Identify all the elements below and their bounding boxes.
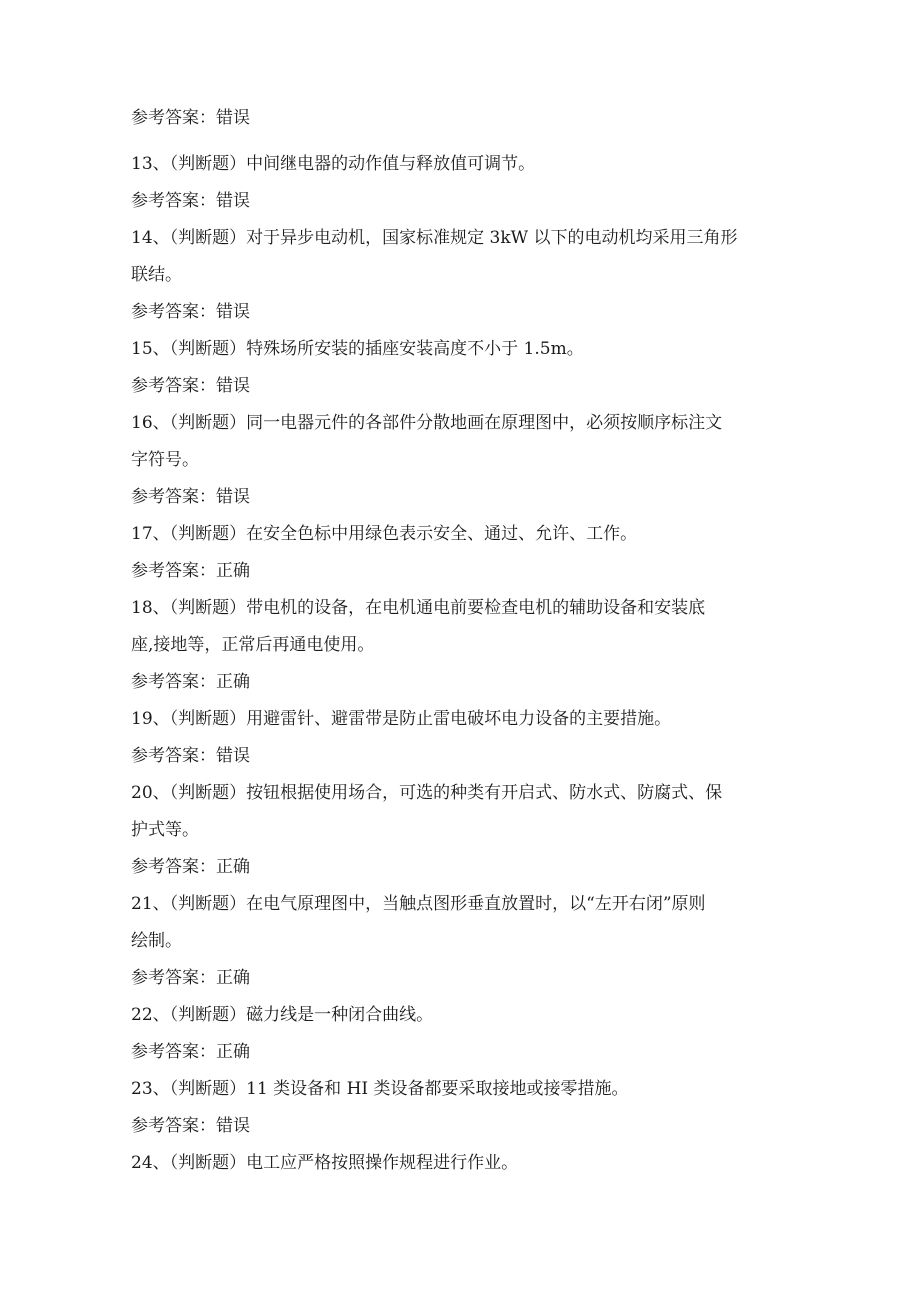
question-text: 绘制。 [131, 931, 182, 951]
answer-value: 错误 [216, 191, 250, 211]
question-number: 13、 [131, 154, 170, 174]
question-text: 磁力线是一种闭合曲线。 [246, 1005, 434, 1025]
question-line [131, 339, 791, 359]
question-text: 按钮根据使用场合，可选的种类有开启式、防水式、防腐式、保 [246, 783, 723, 803]
question-line [131, 1153, 791, 1173]
question-number: 18、 [131, 598, 170, 618]
question-type: （判断题） [169, 413, 247, 433]
answer-value: 错误 [216, 302, 250, 322]
question-text: 在安全色标中用绿色表示安全、通过、允许、工作。 [246, 524, 638, 544]
question-text: 用避雷针、避雷带是防止雷电破坏电力设备的主要措施。 [246, 709, 672, 729]
answer-line [131, 1116, 791, 1136]
answer-line [131, 191, 791, 211]
question-text: 电工应严格按照操作规程进行作业。 [246, 1153, 519, 1173]
answer-line [131, 487, 791, 507]
question-line [131, 154, 791, 174]
answer-value: 正确 [216, 672, 250, 692]
question-type: （判断题） [169, 1079, 247, 1099]
question-type: （判断题） [169, 598, 247, 618]
answer-line [131, 857, 791, 877]
question-line [131, 598, 791, 618]
question-text: 在电气原理图中，当触点图形垂直放置时，以“左开右闭”原则 [246, 894, 706, 914]
question-number: 22、 [131, 1005, 170, 1025]
question-number: 21、 [131, 894, 170, 914]
question-type: （判断题） [169, 1153, 247, 1173]
question-line [131, 228, 791, 248]
answer-line [131, 672, 791, 692]
question-line [131, 413, 791, 433]
question-text: 字符号。 [131, 450, 199, 470]
question-number: 16、 [131, 413, 170, 433]
answer-value: 正确 [216, 1042, 250, 1062]
question-continuation-line [131, 820, 791, 840]
answer-label: 参考答案： [131, 108, 216, 128]
answer-label: 参考答案： [131, 968, 216, 988]
question-type: （判断题） [169, 894, 247, 914]
question-continuation-line [131, 635, 791, 655]
answer-value: 错误 [216, 746, 250, 766]
question-text: 同一电器元件的各部件分散地画在原理图中，必须按顺序标注文 [246, 413, 723, 433]
question-text: 护式等。 [131, 820, 199, 840]
question-type: （判断题） [169, 783, 247, 803]
answer-line [131, 376, 791, 396]
question-line [131, 1005, 791, 1025]
answer-value: 正确 [216, 561, 250, 581]
question-line [131, 1079, 791, 1099]
answer-value: 错误 [216, 108, 250, 128]
question-number: 19、 [131, 709, 170, 729]
question-continuation-line [131, 931, 791, 951]
answer-line [131, 968, 791, 988]
question-type: （判断题） [169, 154, 247, 174]
question-number: 23、 [131, 1079, 170, 1099]
answer-value: 错误 [216, 1116, 250, 1136]
answer-label: 参考答案： [131, 561, 216, 581]
question-line [131, 524, 791, 544]
question-type: （判断题） [169, 339, 247, 359]
question-text: 带电机的设备，在电机通电前要检查电机的辅助设备和安装底 [246, 598, 706, 618]
question-type: （判断题） [169, 524, 247, 544]
question-line [131, 894, 791, 914]
answer-value: 错误 [216, 487, 250, 507]
answer-line [131, 302, 791, 322]
answer-label: 参考答案： [131, 672, 216, 692]
answer-label: 参考答案： [131, 1116, 216, 1136]
question-type: （判断题） [169, 1005, 247, 1025]
answer-value: 正确 [216, 968, 250, 988]
question-text: 座,接地等，正常后再通电使用。 [131, 635, 375, 655]
question-line [131, 783, 791, 803]
answer-value: 正确 [216, 857, 250, 877]
question-continuation-line [131, 450, 791, 470]
question-type: （判断题） [169, 228, 247, 248]
question-number: 14、 [131, 228, 170, 248]
question-number: 20、 [131, 783, 170, 803]
question-number: 15、 [131, 339, 170, 359]
answer-label: 参考答案： [131, 191, 216, 211]
answer-line [131, 1042, 791, 1062]
question-type: （判断题） [169, 709, 247, 729]
answer-value: 错误 [216, 376, 250, 396]
answer-label: 参考答案： [131, 746, 216, 766]
answer-label: 参考答案： [131, 487, 216, 507]
question-text: 中间继电器的动作值与释放值可调节。 [246, 154, 536, 174]
question-text: 11 类设备和 HI 类设备都要采取接地或接零措施。 [246, 1079, 629, 1099]
question-text: 特殊场所安装的插座安装高度不小于 1.5m。 [246, 339, 584, 359]
answer-label: 参考答案： [131, 302, 216, 322]
answer-label: 参考答案： [131, 1042, 216, 1062]
answer-line [131, 561, 791, 581]
question-continuation-line [131, 265, 791, 285]
answer-label: 参考答案： [131, 857, 216, 877]
question-number: 17、 [131, 524, 170, 544]
answer-line [131, 746, 791, 766]
answer-label: 参考答案： [131, 376, 216, 396]
question-text: 对于异步电动机，国家标准规定 3kW 以下的电动机均采用三角形 [246, 228, 738, 248]
question-line [131, 709, 791, 729]
question-text: 联结。 [131, 265, 182, 285]
question-number: 24、 [131, 1153, 170, 1173]
answer-line [131, 108, 791, 128]
